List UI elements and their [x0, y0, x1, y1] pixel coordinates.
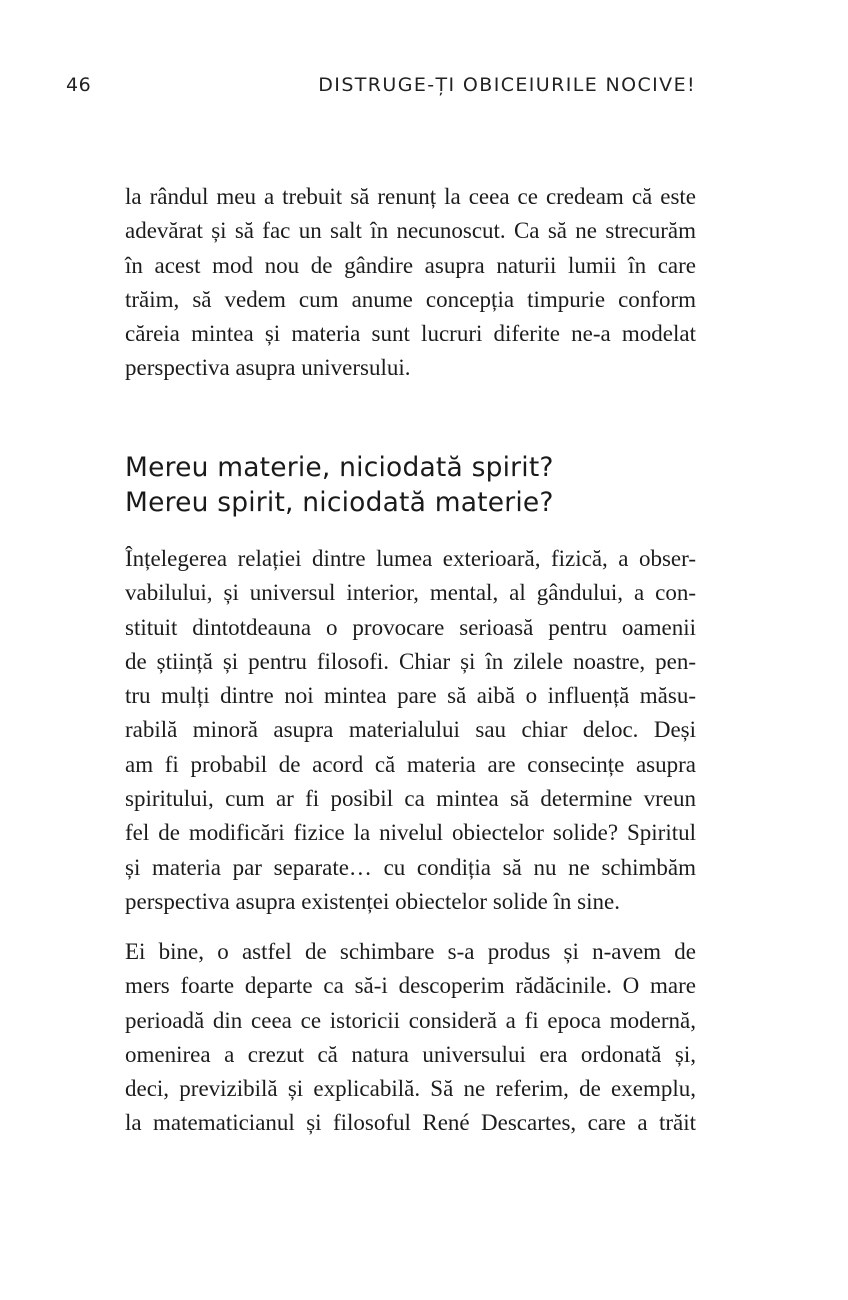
- intro-paragraph: [125, 180, 696, 386]
- text-line: omenirea a crezut că natura universului era ordonată și,: [125, 1041, 696, 1067]
- text-line: la rândul meu a trebuit să renunț la ceea ce credeam că este: [125, 184, 696, 209]
- text-line: la matematicianul și filosoful René Descartes, care a trăit: [125, 1110, 696, 1136]
- text-line: în acest mod nou de gândire asupra naturii lumii în care: [125, 252, 696, 278]
- body-paragraph-2: [125, 935, 696, 1141]
- text-line: trăim, să vedem cum anume concepția timpurie conform: [125, 286, 696, 312]
- book-title: DISTRUGE-ȚI OBICEIURILE NOCIVE!: [318, 74, 696, 96]
- text-line: am fi probabil de acord că materia are consecințe asupra: [125, 751, 696, 777]
- section-heading-line: Mereu spirit, niciodată materie?: [125, 487, 554, 518]
- text-line: rabilă minoră asupra materialului sau chiar deloc. Deși: [125, 717, 696, 743]
- text-line: perioadă din ceea ce istoricii consideră a fi epoca modernă,: [125, 1007, 696, 1033]
- text-line: spiritului, cum ar fi posibil ca mintea să determine vreun: [125, 786, 696, 812]
- text-line: tru mulți dintre noi mintea pare să aibă o influență măsu-: [125, 683, 696, 709]
- text-line: vabilului, și universul interior, mental, al gândului, a con-: [125, 580, 696, 606]
- text-line: căreia mintea și materia sunt lucruri diferite ne-a modelat: [125, 321, 696, 347]
- running-header: [66, 74, 696, 100]
- text-line: Înțelegerea relației dintre lumea exterioară, fizică, a obser-: [125, 546, 696, 571]
- section-heading: [125, 450, 725, 520]
- page-number: 46: [66, 74, 92, 96]
- text-line: stituit dintotdeauna o provocare serioasă pentru oamenii: [125, 614, 696, 640]
- body-paragraph-1: [125, 542, 696, 919]
- text-line: și materia par separate… cu condiția să nu ne schimbăm: [125, 854, 696, 880]
- text-line: de știință și pentru filosofi. Chiar și în zilele noastre, pen-: [125, 648, 696, 674]
- text-line: mers foarte departe ca să-i descoperim rădăcinile. O mare: [125, 973, 696, 999]
- text-line: fel de modificări fizice la nivelul obiectelor solide? Spiritul: [125, 820, 696, 846]
- text-line: deci, previzibilă și explicabilă. Să ne referim, de exemplu,: [125, 1076, 696, 1102]
- text-line: adevărat și să fac un salt în necunoscut. Ca să ne strecurăm: [125, 218, 696, 244]
- text-line: perspectiva asupra universului.: [125, 355, 411, 381]
- text-line: perspectiva asupra existenței obiectelor solide în sine.: [125, 888, 620, 914]
- text-line: Ei bine, o astfel de schimbare s-a produs și n-avem de: [125, 939, 696, 964]
- section-heading-line: Mereu materie, niciodată spirit?: [125, 452, 554, 483]
